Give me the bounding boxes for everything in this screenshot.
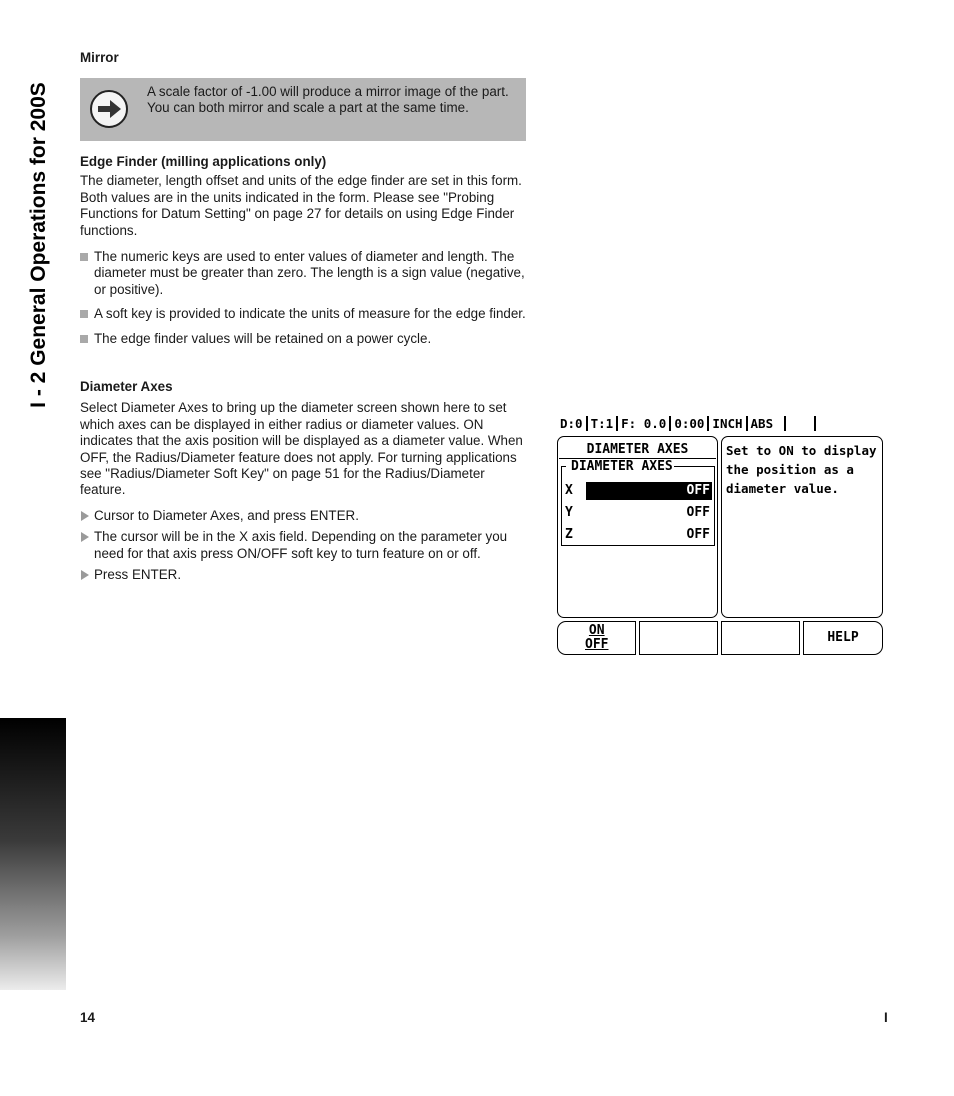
edge-finder-section: [80, 154, 526, 347]
on-off-softkey[interactable]: [557, 621, 636, 655]
bullet-text: The numeric keys are used to enter values of diameter and length. The diameter must be greater than zero. The length is a sign value (negative, or positive).: [94, 249, 525, 297]
axis-row-y[interactable]: [564, 504, 712, 522]
status-tool: T:1: [588, 416, 619, 431]
list-item: [80, 331, 526, 347]
status-units: INCH: [709, 416, 747, 431]
diameter-axes-form: [557, 436, 718, 618]
status-empty-2: [816, 416, 822, 431]
help-panel: [721, 436, 883, 618]
diameter-axes-intro: Select Diameter Axes to bring up the diameter screen shown here to set which axes can be displayed in either radius or diameter values. ON indicates that the axis position will be displayed as a diameter value. When OFF, the Radius/Diameter feature does not apply. For turning applications see "Radius/Diameter Soft Key" on page 51 for the Radius/Diameter feature.: [80, 400, 523, 498]
step-triangle-icon: [81, 532, 89, 542]
axis-label: Z: [565, 527, 573, 542]
step-triangle-icon: [81, 511, 89, 521]
axis-value-x[interactable]: OFF: [686, 483, 710, 498]
page-number: 14: [80, 1010, 95, 1025]
note-box: [80, 78, 526, 141]
status-datum: D:0: [557, 416, 588, 431]
frame-top-left: [561, 466, 566, 467]
bullet-square-icon: [80, 310, 88, 318]
status-mode: ABS: [748, 416, 786, 431]
bullet-text: The edge finder values will be retained on a power cycle.: [94, 330, 432, 346]
axis-value-z[interactable]: OFF: [686, 527, 710, 542]
frame-top-right: [668, 466, 715, 467]
step-item: [80, 567, 526, 583]
note-text: A scale factor of -1.00 will produce a mirror image of the part. You can both mirror and scale a part at the same time.: [147, 84, 509, 116]
status-feed: F: 0.0: [618, 416, 671, 431]
status-timer: 0:00: [671, 416, 709, 431]
step-text: Press ENTER.: [94, 567, 182, 583]
axis-value-y[interactable]: OFF: [686, 505, 710, 520]
chapter-side-title: [22, 30, 56, 460]
step-item: [80, 508, 526, 524]
softkey-3[interactable]: [721, 621, 800, 655]
axis-row-x[interactable]: [564, 482, 712, 500]
step-text: Cursor to Diameter Axes, and press ENTER.: [94, 507, 359, 523]
help-softkey[interactable]: [803, 621, 883, 655]
list-item: [80, 306, 526, 322]
edge-finder-intro: The diameter, length offset and units of the edge finder are set in this form. Both values are in the units indicated in the form. Please see "Probing Functions for Datum Setting" on page 27 for details on using Edge Finder functions.: [80, 173, 522, 238]
step-triangle-icon: [81, 570, 89, 580]
diameter-axes-heading: Diameter Axes: [80, 379, 173, 394]
chapter-tab-gradient: [0, 718, 66, 990]
bullet-square-icon: [80, 253, 88, 261]
chapter-title-text: I - 2 General Operations for 200S: [27, 82, 50, 408]
axis-row-z[interactable]: [564, 526, 712, 544]
arrow-right-icon: [90, 90, 128, 128]
help-label: HELP: [827, 630, 859, 645]
edge-finder-heading: Edge Finder (milling applications only): [80, 154, 327, 169]
axis-label: X: [565, 483, 573, 498]
on-label: ON: [588, 623, 605, 638]
axes-group-label: DIAMETER AXES: [571, 459, 673, 474]
chapter-marker: I: [884, 1010, 888, 1025]
dro-status-bar: [557, 414, 887, 432]
off-label: OFF: [585, 637, 609, 652]
status-empty-1: [786, 416, 816, 431]
list-item: [80, 249, 526, 298]
step-text: The cursor will be in the X axis field. Depending on the parameter you need for that axis press ON/OFF soft key to turn feature on or off.: [94, 529, 508, 561]
axis-label: Y: [565, 505, 573, 520]
mirror-heading: Mirror: [80, 50, 119, 65]
diameter-axes-section: [80, 379, 526, 583]
bullet-text: A soft key is provided to indicate the units of measure for the edge finder.: [94, 306, 526, 322]
softkey-2[interactable]: [639, 621, 718, 655]
cursor-highlight: [586, 482, 712, 500]
step-item: [80, 529, 526, 562]
bullet-square-icon: [80, 335, 88, 343]
help-text: Set to ON to display the position as a diameter value.: [726, 443, 877, 496]
form-title: DIAMETER AXES: [586, 442, 689, 457]
